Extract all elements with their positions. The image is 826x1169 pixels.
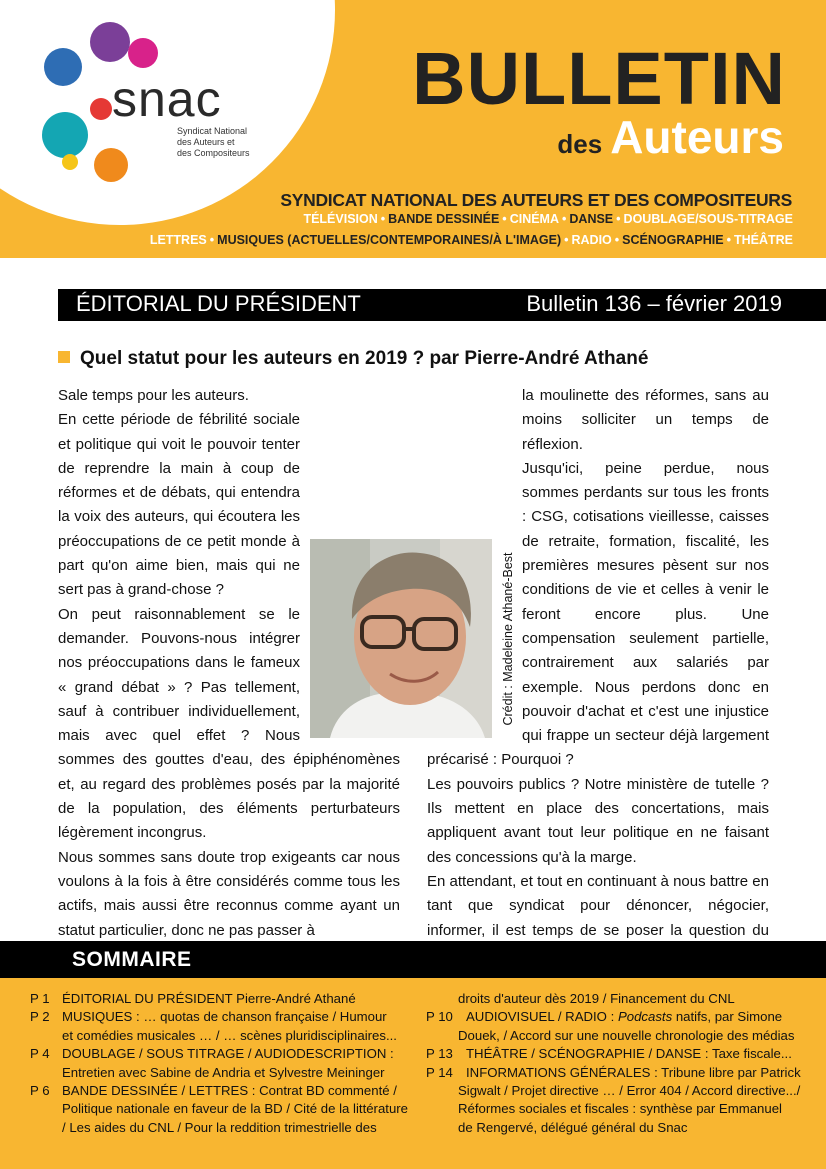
toc-line: THÉÂTRE / SCÉNOGRAPHIE / DANSE : Taxe fiscale...	[466, 1046, 792, 1062]
logo-subtitle-line: Syndicat National	[177, 126, 248, 136]
logo-dot-red	[90, 98, 112, 120]
issue-label: Bulletin 136 – février 2019	[526, 291, 782, 316]
logo-dot-blue	[44, 48, 82, 86]
toc-text	[62, 1082, 410, 1137]
discipline: TÉLÉVISION	[303, 212, 378, 226]
toc-page: P 6	[30, 1083, 50, 1099]
toc-italic: Podcasts	[617, 1009, 673, 1025]
toc-left-column	[30, 990, 410, 1137]
toc-line: et comédies musicales … / … scènes pluridisciplinaires...	[62, 1027, 397, 1043]
toc-text	[62, 990, 410, 1008]
discipline: RADIO	[571, 233, 612, 247]
toc-text	[466, 1064, 806, 1082]
toc-line: MUSIQUES : … quotas de chanson française / Humour	[62, 1009, 387, 1025]
toc-line: natifs, par Simone	[672, 1009, 783, 1025]
toc-line: Politique nationale en faveur de la BD / Cité de la littérature	[62, 1101, 409, 1117]
toc-page: P 14	[426, 1064, 453, 1080]
logo-dot-orange	[94, 148, 128, 182]
logo-subtitle	[177, 126, 297, 159]
paragraph: Nous sommes sans doute trop exigeants car nous voulons à la fois à être considérés comme tous les actifs, mais aussi être reconnus comme ayant un statut particulier, donc ne pas passer à	[58, 848, 400, 939]
paragraph: la moulinette des réformes, sans au moins solliciter un temps de réflexion.	[522, 387, 769, 453]
toc-item[interactable]	[30, 990, 410, 1008]
photo-credit	[496, 539, 520, 738]
paragraph: Sale temps pour les auteurs.	[58, 387, 249, 404]
discipline: LETTRES	[149, 233, 207, 247]
toc-text	[62, 1045, 410, 1082]
paragraph: En cette période de fébrilité sociale et politique qui voit le pouvoir tenter de reprendre la main à coup de réformes et de débats, qui entendra la voix des auteurs, qui écoutera les préoccupations de ce petit monde à part qu'on aime bien, mais qui ne sert pas à grand-chose ?	[58, 411, 300, 599]
subtitle-des: des	[557, 129, 603, 159]
discipline: DANSE	[569, 212, 614, 226]
toc-title: SOMMAIRE	[72, 948, 192, 971]
section-label: ÉDITORIAL DU PRÉSIDENT	[76, 291, 361, 316]
toc-page: P 4	[30, 1046, 50, 1062]
disciplines-line-2: LETTRES • MUSIQUES (ACTUELLES/CONTEMPORAINES/À L'IMAGE) • RADIO • SCÉNOGRAPHIE • THÉÂTRE	[149, 233, 793, 247]
toc-header-bar	[0, 941, 826, 978]
snac-logo	[36, 22, 296, 212]
toc-page: P 10	[426, 1009, 453, 1025]
logo-dot-yellow	[62, 154, 78, 170]
toc-continuation: droits d'auteur dès 2019 / Financement du CNL	[458, 991, 735, 1006]
toc-line: / Les aides du CNL / Pour la reddition trimestrielle des	[62, 1119, 377, 1135]
logo-wordmark: snac	[112, 71, 222, 127]
bullet-square-icon	[58, 351, 70, 363]
toc-item[interactable]	[426, 1045, 806, 1063]
toc-page: P 1	[30, 991, 50, 1006]
discipline: THÉÂTRE	[733, 233, 793, 247]
toc-item[interactable]	[30, 1082, 410, 1137]
logo-dot-magenta	[128, 38, 158, 68]
toc-text	[466, 1045, 806, 1063]
bulletin-title: BULLETIN	[412, 37, 786, 120]
toc-text	[466, 1008, 806, 1026]
logo-subtitle-line: des Compositeurs	[177, 148, 250, 158]
paragraph-text: En attendant, et tout en continuant à nous battre en tant que syndicat pour dénoncer, négocier, informer, il est temps de se poser la question du	[427, 872, 769, 939]
disciplines-line-1: TÉLÉVISION • BANDE DESSINÉE • CINÉMA • DANSE • DOUBLAGE/SOUS-TITRAGE	[303, 212, 793, 226]
organization-name: SYNDICAT NATIONAL DES AUTEURS ET DES COMPOSITEURS	[280, 190, 792, 210]
masthead	[0, 0, 826, 258]
discipline: CINÉMA	[509, 212, 559, 226]
toc-line: Douek, / Accord sur une nouvelle chronologie des médias	[458, 1027, 795, 1043]
editorial-bar	[58, 289, 826, 321]
toc-item[interactable]	[30, 1008, 410, 1045]
discipline: MUSIQUES (ACTUELLES/CONTEMPORAINES/À L'IMAGE)	[217, 233, 562, 247]
toc-line: DOUBLAGE / SOUS TITRAGE / AUDIODESCRIPTION :	[62, 1046, 394, 1062]
toc-line: BANDE DESSINÉE / LETTRES : Contrat BD commenté /	[62, 1083, 397, 1099]
toc-right-column	[426, 990, 806, 1137]
article-title	[58, 348, 648, 370]
photo-credit-text: Crédit : Madeleine Athané-Best	[501, 552, 515, 726]
paragraph: Les pouvoirs publics ? Notre ministère de tutelle ? Ils mettent en place des concertations, mais appliquent avant tout leur politique en ne faisant des concessions qu'à la marge.	[427, 775, 769, 866]
subtitle-auteurs: Auteurs	[610, 111, 784, 163]
discipline: SCÉNOGRAPHIE	[622, 233, 724, 247]
paragraph: On peut raisonnablement se le demander. Pouvons-nous intégrer nos préoccupations dans le fameux « grand débat » ? Pas tellement, sauf à contribuer individuellement, mais avec quel effet ? Nous sommes des gouttes d'eau, des épiphénomènes et, au regard des problèmes posés par la majorité de la population, des éléments perturbateurs légèrement incongrus.	[58, 605, 400, 842]
logo-dot-purple	[90, 22, 130, 62]
toc-line: Réformes sociales et fiscales : synthèse par Emmanuel	[458, 1101, 782, 1117]
discipline: BANDE DESSINÉE	[388, 212, 500, 226]
toc-item[interactable]	[426, 1008, 806, 1026]
toc-item[interactable]	[30, 1045, 410, 1082]
bulletin-subtitle	[557, 112, 784, 169]
toc-line: Entretien avec Sabine de Andria et Sylvestre Meininger	[62, 1064, 385, 1080]
discipline: DOUBLAGE/SOUS-TITRAGE	[623, 212, 793, 226]
toc-line: INFORMATIONS GÉNÉRALES : Tribune libre par Patrick	[466, 1064, 801, 1080]
logo-subtitle-line: des Auteurs et	[177, 137, 235, 147]
article-title-text: Quel statut pour les auteurs en 2019 ? par Pierre-André Athané	[80, 348, 649, 369]
author-portrait-photo	[310, 539, 492, 738]
table-of-contents	[0, 941, 826, 1169]
toc-line: Sigwalt / Projet directive … / Error 404 / Accord directive.../	[458, 1083, 801, 1099]
toc-line: ÉDITORIAL DU PRÉSIDENT Pierre-André Athané	[62, 991, 356, 1006]
toc-item[interactable]	[426, 1064, 806, 1082]
toc-page: P 2	[30, 1009, 50, 1025]
toc-line: de Rengervé, délégué général du Snac	[458, 1119, 688, 1135]
toc-text	[62, 1008, 410, 1045]
portrait-illustration	[310, 539, 492, 738]
toc-page: P 13	[426, 1046, 453, 1062]
logo-dot-teal	[42, 112, 88, 158]
toc-line: AUDIOVISUEL / RADIO :	[466, 1009, 618, 1025]
paragraph: Jusqu'ici, peine perdue, nous sommes perdants sur tous les fronts : CSG, cotisations vieillesse, caisses de retraite, formation, fiscalité, les premières mesures pèsent sur nos conditions de vie et celles à venir le feront encore plus. Une compensation seulement partielle, contrairement aux salariés par exemple. Nous perdons donc en pouvoir d'achat et c'est une injustice qui frappe un secteur déjà largement précarisé : Pourquoi ?	[427, 459, 769, 769]
